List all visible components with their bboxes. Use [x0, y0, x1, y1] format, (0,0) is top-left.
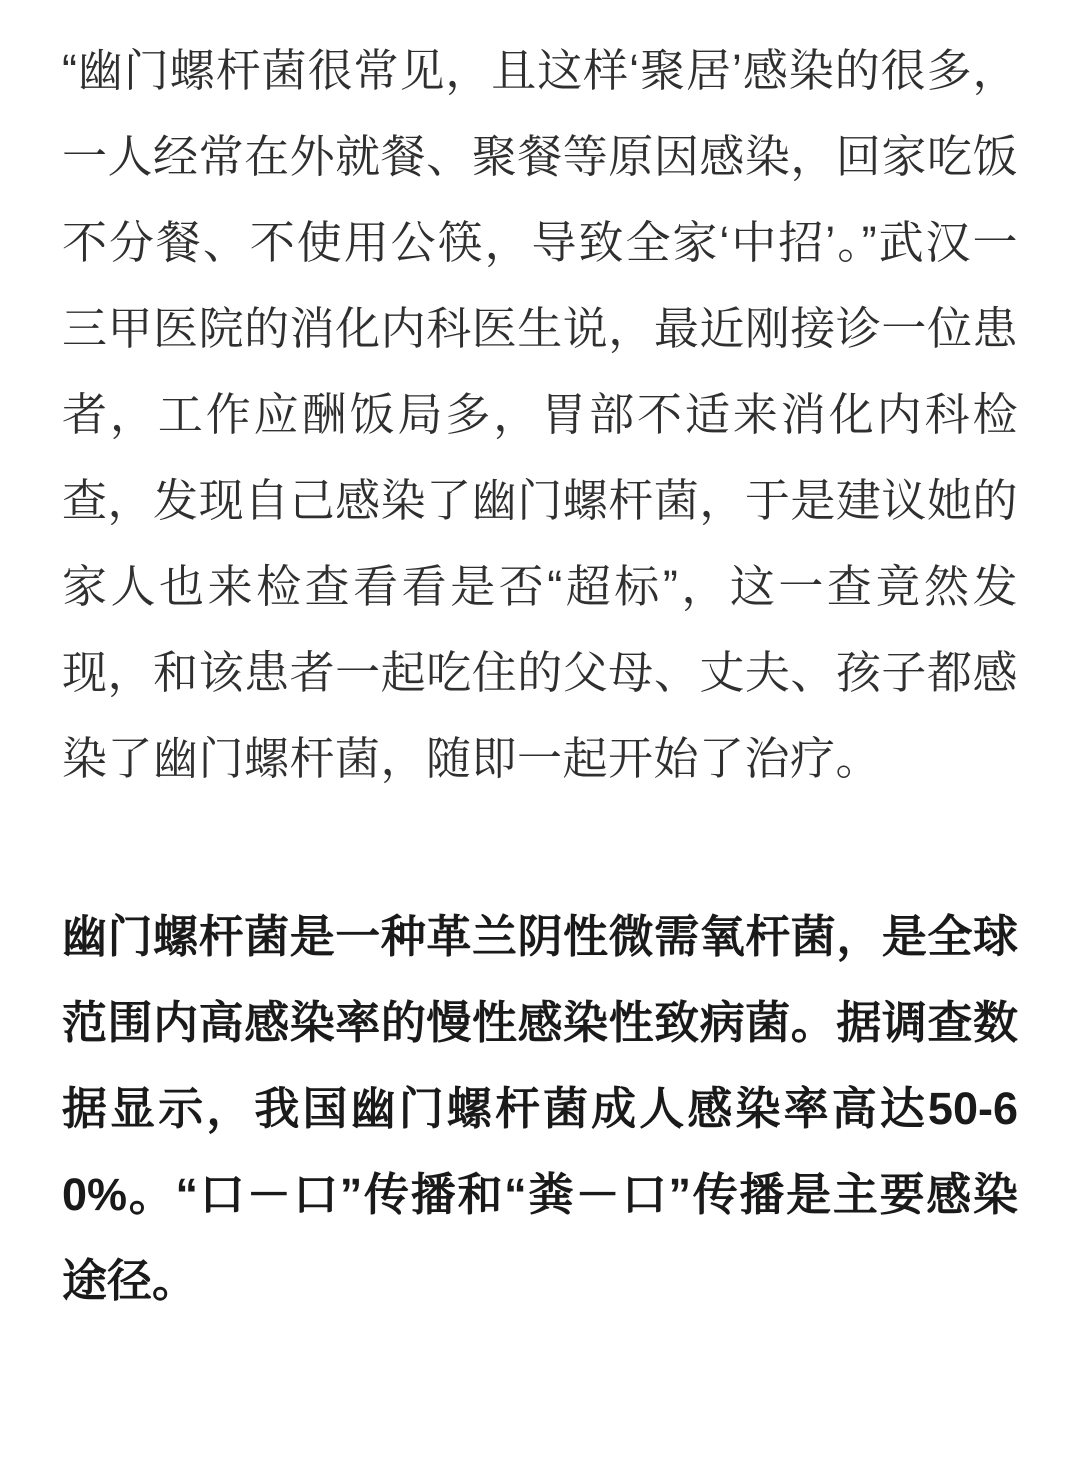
paragraph-2: 幽门螺杆菌是一种革兰阴性微需氧杆菌，是全球范围内高感染率的慢性感染性致病菌。据调查数据显示，我国幽门螺杆菌成人感染率高达50-60%。“口－口”传播和“粪－口”传播是主要感染途径。 [62, 911, 1018, 1306]
paragraph-1: “幽门螺杆菌很常见，且这样‘聚居’感染的很多，一人经常在外就餐、聚餐等原因感染，回家吃饭不分餐、不使用公筷，导致全家‘中招’。”武汉一三甲医院的消化内科医生说，最近刚接诊一位患者，工作应酬饭局多，胃部不适来消化内科检查，发现自己感染了幽门螺杆菌，于是建议她的家人也来检查看看是否“超标”，这一查竟然发现，和该患者一起吃住的父母、丈夫、孩子都感染了幽门螺杆菌，随即一起开始了治疗。 [62, 45, 1018, 784]
paragraph-spacer [62, 802, 1018, 894]
